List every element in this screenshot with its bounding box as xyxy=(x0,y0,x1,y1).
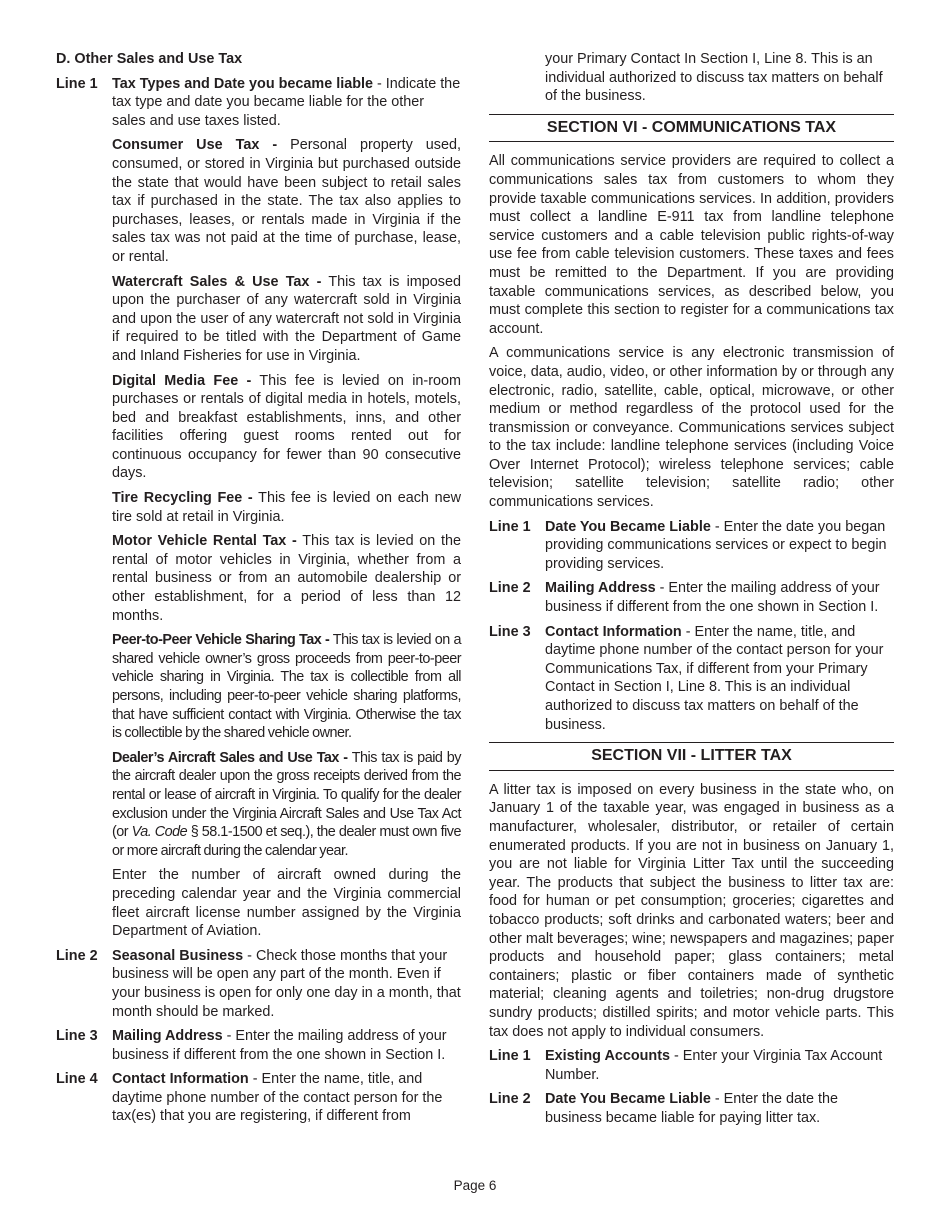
line2-entry: Line 2 Seasonal Business - Check those months that your business will be open any part of the month. Even if your business is open for only one day in a month, that month should be marked. xyxy=(56,947,461,1020)
section-vi-paragraph-2: A communications service is any electronic transmission of voice, data, audio, video, or other information by or through any electronic, radio, satellite, cable, optical, microwave, or other medium or method regardless of the protocol used for the transmission or conveyance. Communications services subject to the tax include: landline telephone services (including Voice Over Internet Protocol); wireless telephone services; cable television; satellite television; satellite radio; other communications services. xyxy=(489,345,894,511)
page-number: Page 6 xyxy=(453,1178,497,1193)
section-vii-line1: Line 1 Existing Accounts - Enter your Virginia Tax Account Number. xyxy=(489,1048,883,1083)
consumer-use-tax: Consumer Use Tax - Personal property used, consumed, or stored in Virginia but purchased outside the state that would have been subject to retail sales tax if purchased in the state. The tax also applies to purchases, leases, or rentals made in Virginia if the sales tax was not paid at the time of purchase, lease, or rental. xyxy=(112,137,461,265)
dealer-aircraft-tax: Dealer’s Aircraft Sales and Use Tax - This tax is paid by the aircraft dealer upon the gross receipts derived from the rental or lease of aircraft in Virginia. To qualify for the dealer exclusion under the Virginia Aircraft Sales and Use Tax Act (or Va. Code § 58.1-1500 et seq.), the dealer must own five or more aircraft during the calendar year. xyxy=(112,749,462,859)
line4-entry: Line 4 Contact Information - Enter the name, title, and daytime phone number of the contact person for the tax(es) that you are registering, if different from xyxy=(56,1071,443,1125)
section-vi-heading: SECTION VI - COMMUNICATIONS TAX xyxy=(489,114,894,143)
watercraft-tax: Watercraft Sales & Use Tax - This tax is imposed upon the purchaser of any watercraft sold in Virginia and upon the user of any watercraft not sold in Virginia if required to be titled with the Department of Game and Inland Fisheries for use in Virginia. xyxy=(112,273,461,364)
line-label: Line 4 xyxy=(56,1071,98,1088)
aircraft-number-instructions: Enter the number of aircraft owned during the preceding calendar year and the Virginia commercial fleet aircraft license number assigned by the Virginia Department of Aviation. xyxy=(112,867,461,940)
line-label: Line 1 xyxy=(56,75,98,92)
tire-recycling-fee: Tire Recycling Fee - This fee is levied on each new tire sold at retail in Virginia. xyxy=(112,490,461,525)
line3-entry: Line 3 Mailing Address - Enter the mailing address of your business if different from the one shown in Section I. xyxy=(56,1028,447,1063)
line-label: Line 1 xyxy=(489,1048,531,1065)
line-label: Line 3 xyxy=(56,1028,98,1045)
line-label: Line 2 xyxy=(56,947,98,964)
left-column xyxy=(56,50,461,1132)
contact-continuation: your Primary Contact In Section I, Line 8. This is an individual authorized to discuss tax matters on behalf of the business. xyxy=(545,51,883,105)
section-vi-line2: Line 2 Mailing Address - Enter the mailing address of your business if different from the one shown in Section I. xyxy=(489,580,880,616)
line-label: Line 2 xyxy=(489,580,531,597)
line-text: - Indicate the tax type and date you became liable for the other sales and use taxes listed. xyxy=(112,75,461,129)
section-vi-paragraph-1: All communications service providers are required to collect a communications sales tax from customers to whom they provide taxable communications services. In addition, providers must collect a landline E-911 tax from landline telephone service customers and a cable television public rights-of-way use fee from cable television customers. These taxes and fees must be remitted to the Department. If you are providing taxable communications services, as described below, you must complete this section to register for a communications tax account. xyxy=(489,153,894,337)
section-d-heading: D. Other Sales and Use Tax xyxy=(56,51,243,67)
section-vii-paragraph: A litter tax is imposed on every business in the state who, on January 1 of the taxable year, was engaged in business as a manufacturer, wholesaler, distributor, or retailer of certain enumerated products. If you are not in business on January 1, you are not liable for Virginia Litter Tax until the succeeding year. The products that subject the business to litter tax are: food for human or pet consumption; groceries; cigarettes and tobacco products; soft drinks and carbonated waters; beer and other malt beverages; wine; newspapers and magazines; paper products and household paper; glass containers; metal containers; plastic or fiber containers made of synthetic material; cleaning agents and toiletries; non-drug drugstore sundry products; distilled spirits; and motor vehicle parts. This tax does not apply to individual consumers. xyxy=(489,781,894,1040)
line-label: Line 3 xyxy=(489,623,531,640)
line-title: Tax Types and Date you became liable xyxy=(112,75,373,92)
line-label: Line 1 xyxy=(489,518,531,535)
digital-media-fee: Digital Media Fee - This fee is levied on in-room purchases or rentals of digital media in hotels, motels, bed and breakfast establishments, inns, and other facilities offering guest rooms rented out for continuous occupancy for fewer than 90 consecutive days. xyxy=(112,372,461,482)
section-vi-line1: Line 1 Date You Became Liable - Enter the date you began providing communications services or expect to begin providing services. xyxy=(489,518,887,572)
peer-to-peer-tax: Peer-to-Peer Vehicle Sharing Tax - This tax is levied on a shared vehicle owner’s gross proceeds from peer-to-peer vehicle sharing in Virginia. The tax is collectible from all persons, including peer-to-peer vehicle sharing platforms, that have sufficient contact with Virginia. Otherwise the tax is collectible by the shared vehicle owner. xyxy=(112,632,461,742)
section-vii-heading: SECTION VII - LITTER TAX xyxy=(489,742,894,771)
section-vii-line2: Line 2 Date You Became Liable - Enter the date the business became liable for paying litter tax. xyxy=(489,1091,839,1126)
line1-entry xyxy=(56,75,461,131)
line-label: Line 2 xyxy=(489,1091,531,1108)
right-column xyxy=(489,50,894,1133)
motor-vehicle-rental-tax: Motor Vehicle Rental Tax - This tax is levied on the rental of motor vehicles in Virginia, whether from a rental business or from an automobile dealership or other establishment, for a period of less than 12 months. xyxy=(112,533,461,624)
section-vi-line3: Line 3 Contact Information - Enter the name, title, and daytime phone number of the contact person for your Communications Tax, if different from your Primary Contact in Section I, Line 8. This is an individual authorized to discuss tax matters on behalf of the business. xyxy=(489,623,884,733)
